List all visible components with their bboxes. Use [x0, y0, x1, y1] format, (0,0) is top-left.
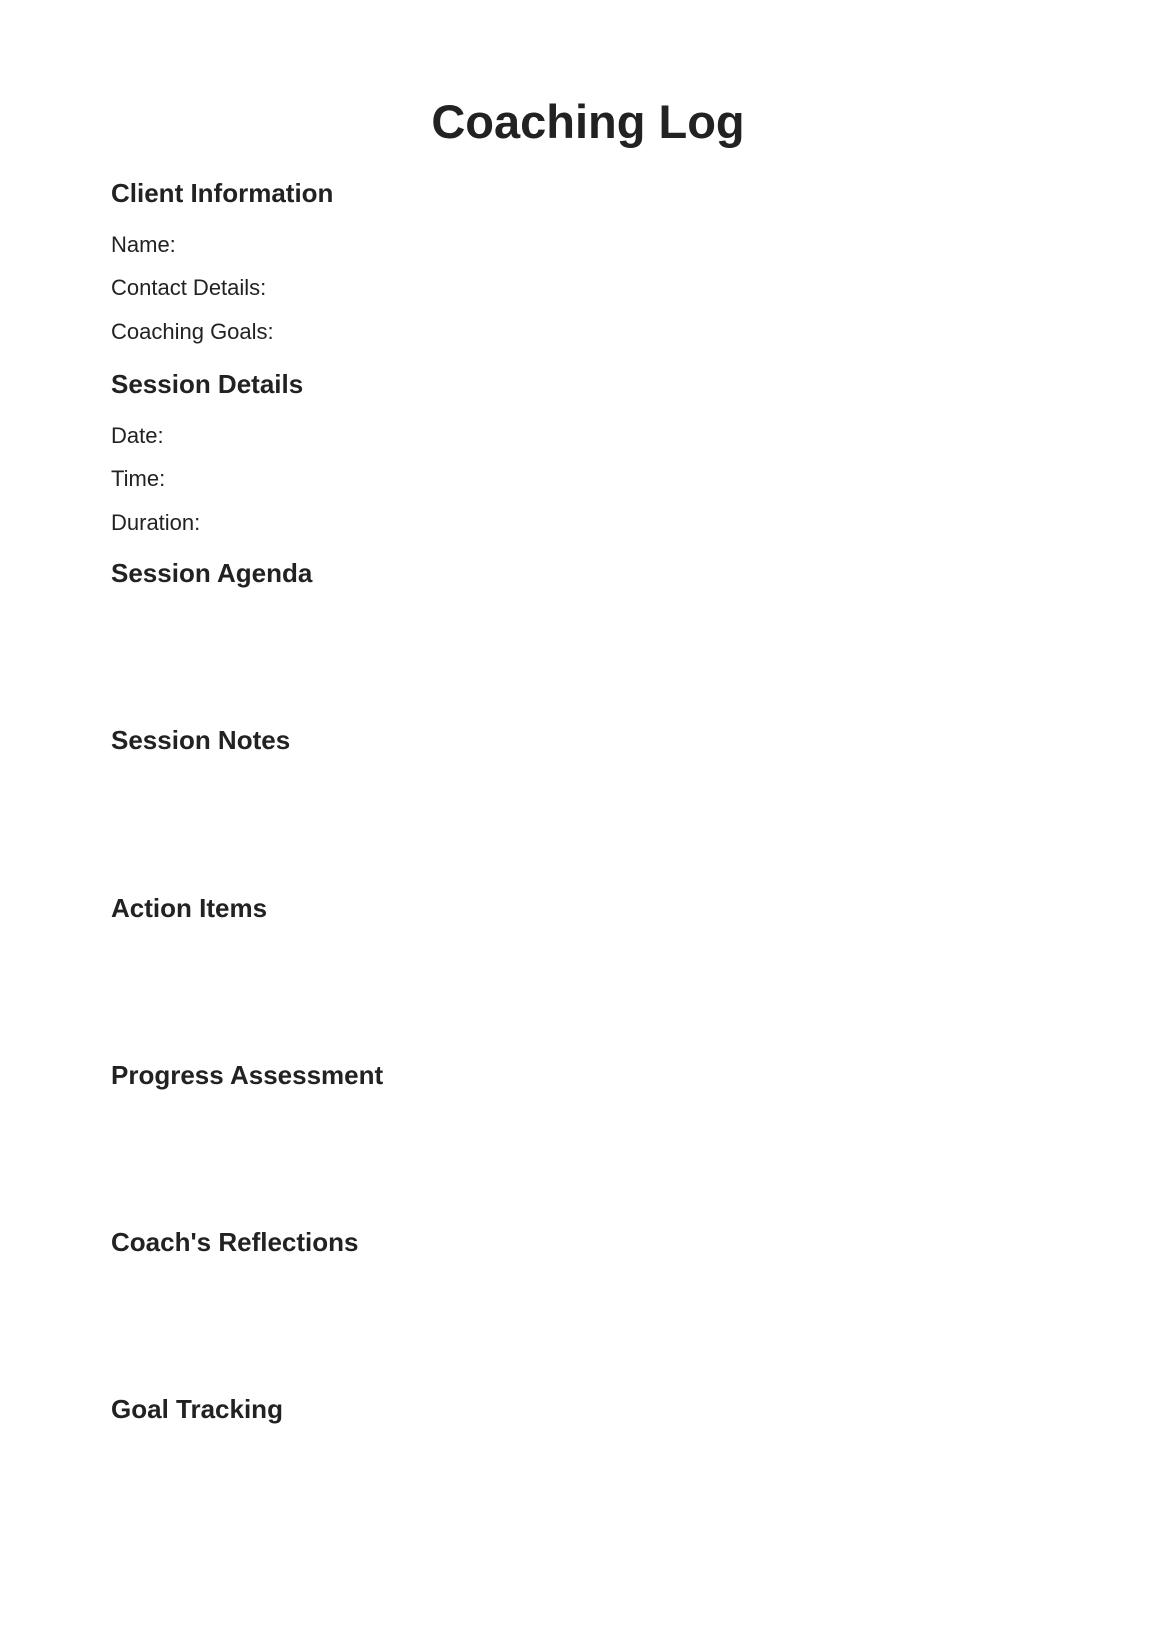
- coaching-goals-field-label: Coaching Goals:: [111, 319, 274, 344]
- name-field-label: Name:: [111, 232, 176, 257]
- session-agenda-heading: Session Agenda: [111, 558, 313, 588]
- coachs-reflections-heading: Coach's Reflections: [111, 1227, 359, 1257]
- session-notes-heading: Session Notes: [111, 725, 291, 755]
- action-items-heading: Action Items: [111, 893, 268, 923]
- date-field-label: Date:: [111, 423, 164, 448]
- goal-tracking-heading: Goal Tracking: [111, 1394, 283, 1424]
- duration-field-label: Duration:: [111, 510, 201, 535]
- time-field-label: Time:: [111, 466, 166, 491]
- progress-assessment-heading: Progress Assessment: [111, 1060, 384, 1090]
- contact-details-field-label: Contact Details:: [111, 275, 267, 300]
- client-information-heading: Client Information: [111, 178, 334, 208]
- session-details-heading: Session Details: [111, 369, 304, 399]
- page-title: Coaching Log: [431, 95, 745, 148]
